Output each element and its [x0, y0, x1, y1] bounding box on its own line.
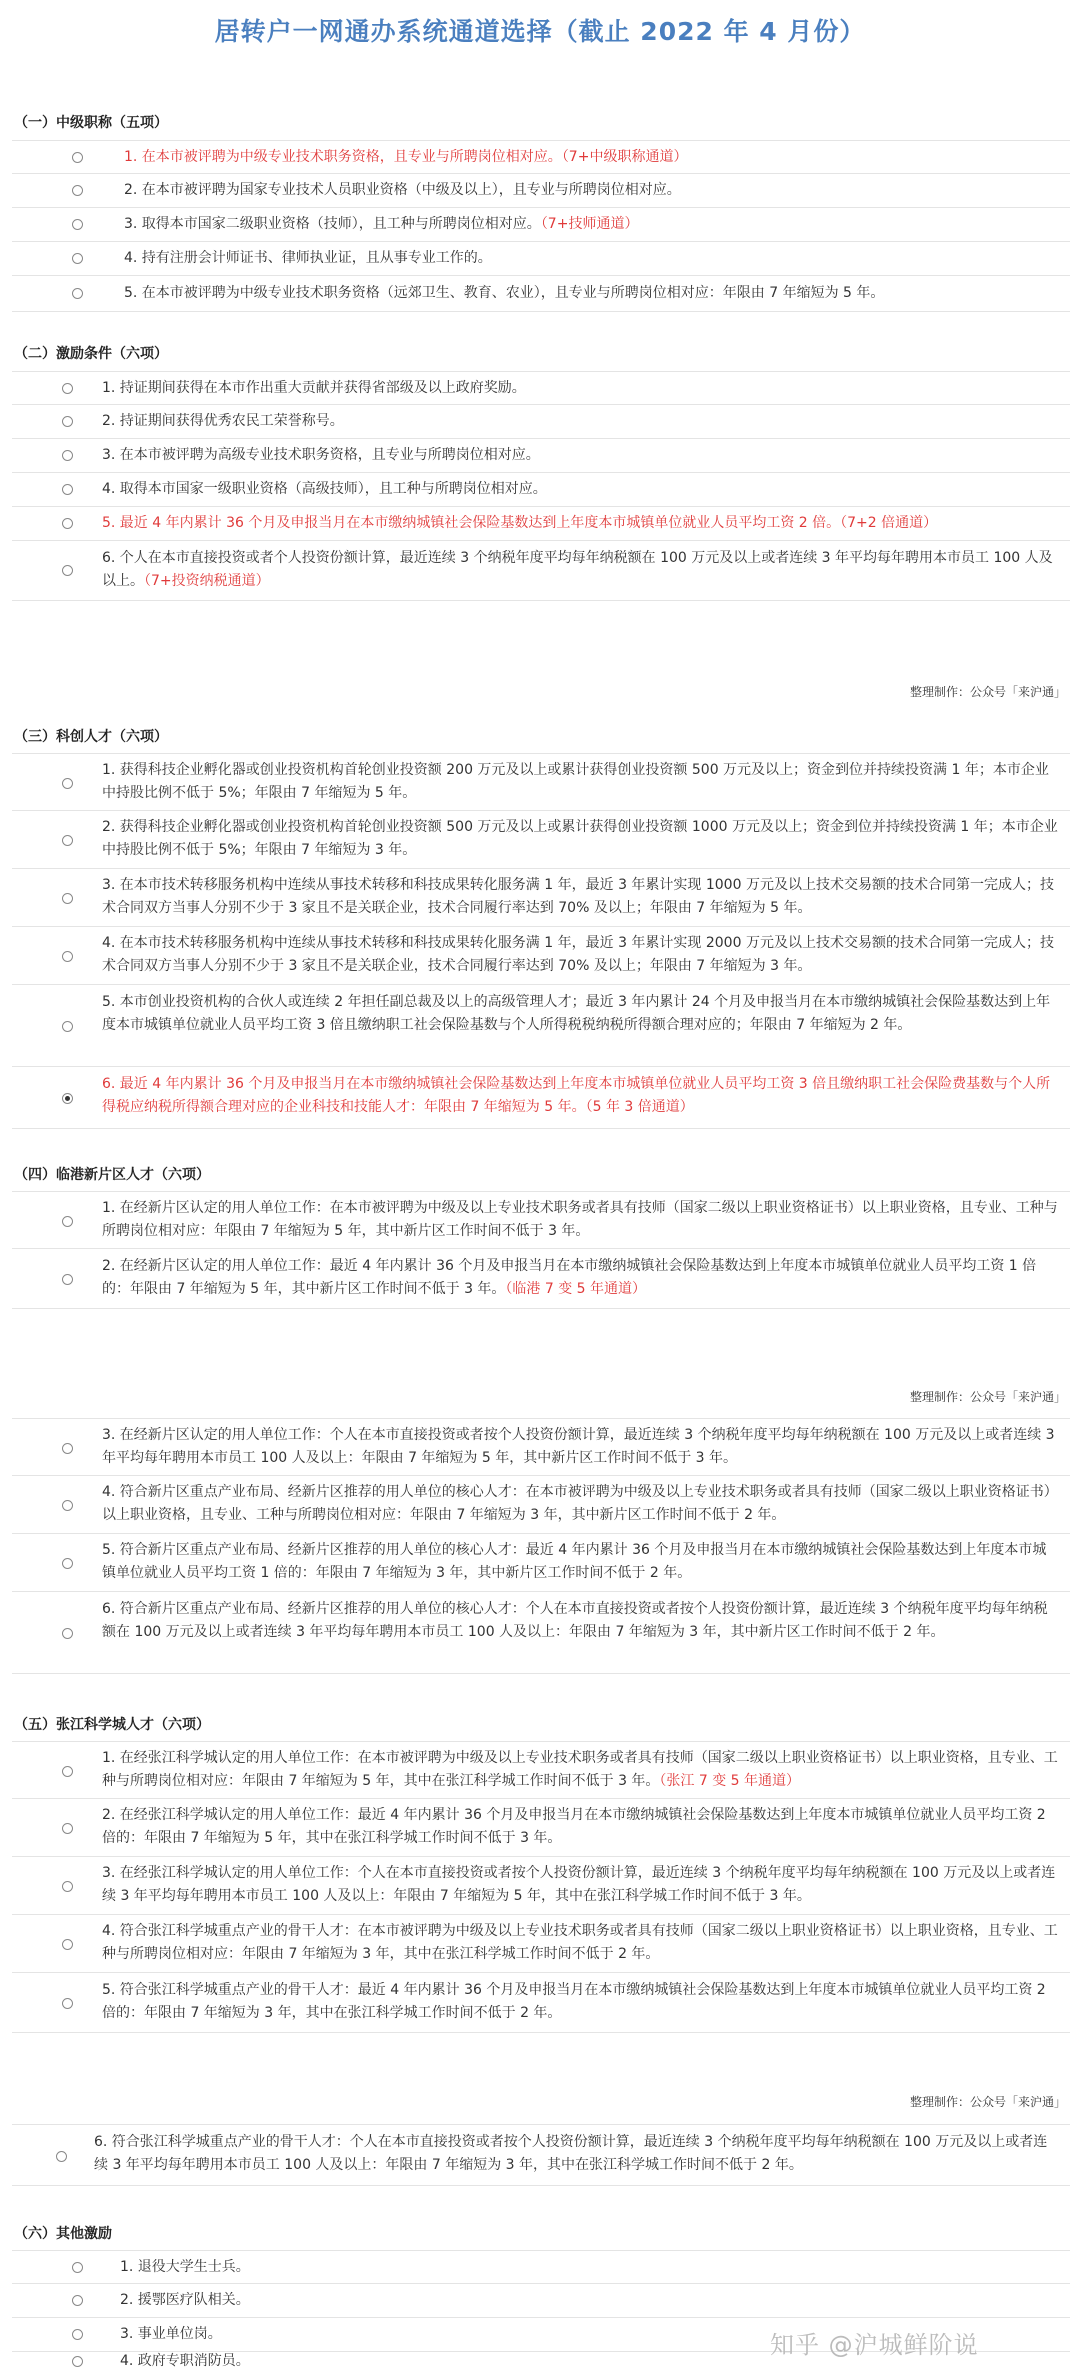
- radio-button[interactable]: [62, 1500, 73, 1511]
- radio-button[interactable]: [62, 1939, 73, 1950]
- list-item[interactable]: [12, 439, 1070, 473]
- section-header-mid-title: （一）中级职称（五项）: [14, 115, 168, 131]
- list-item[interactable]: [12, 1973, 1070, 2033]
- option-text: 3. 在本市技术转移服务机构中连续从事技术转移和科技成果转化服务满 1 年，最近 3 年累计实现 1000 万元及以上技术交易额的技术合同第一完成人；技术合同双方当事人分别不少于 3 家且不是关联企业，技术合同履行率达到 70% 及以上；年限由 7 年缩短为 5 年。: [102, 877, 1054, 916]
- radio-button[interactable]: [62, 383, 73, 394]
- page-title: 居转户一网通办系统通道选择（截止 2022 年 4 月份）: [214, 17, 866, 46]
- radio-button[interactable]: [72, 2329, 83, 2340]
- channel-note: （5 年 3 倍通道）: [585, 1099, 694, 1115]
- option-text: 4. 在本市技术转移服务机构中连续从事技术转移和科技成果转化服务满 1 年，最近 3 年累计实现 2000 万元及以上技术交易额的技术合同第一完成人；技术合同双方当事人分别不少于 3 家且不是关联企业，技术合同履行率达到 70% 及以上；年限由 7 年缩短为 3 年。: [102, 935, 1054, 974]
- option-text: 4. 符合张江科学城重点产业的骨干人才：在本市被评聘为中级及以上专业技术职务或者具有技师（国家二级以上职业资格证书）以上职业资格，且专业、工种与所聘岗位相对应：年限由 7 年缩短为 3 年，其中在张江科学城工作时间不低于 2 年。: [102, 1923, 1058, 1962]
- section-header-zhangjiang: （五）张江科学城人才（六项）: [14, 1717, 210, 1733]
- radio-button[interactable]: [62, 1021, 73, 1032]
- list-item[interactable]: [12, 927, 1070, 985]
- radio-button[interactable]: [62, 484, 73, 495]
- option-text: 3. 事业单位岗。: [120, 2326, 222, 2342]
- radio-button[interactable]: [72, 2262, 83, 2273]
- option-text: 5. 本市创业投资机构的合伙人或连续 2 年担任副总裁及以上的高级管理人才；最近 3 年内累计 24 个月及申报当月在本市缴纳城镇社会保险基数达到上年度本市城镇单位就业人员平均工资 3 倍且缴纳职工社会保险基数与个人所得税税纳税所得额合理对应的；年限由 7 年缩短为 2 年。: [102, 994, 1051, 1033]
- channel-note: （7+投资纳税通道）: [144, 573, 270, 589]
- radio-button[interactable]: [72, 2356, 83, 2367]
- list-item[interactable]: [12, 1857, 1070, 1915]
- radio-button[interactable]: [62, 518, 73, 529]
- radio-button[interactable]: [62, 1881, 73, 1892]
- section-header-tech-talent: （三）科创人才（六项）: [14, 729, 168, 745]
- option-text: 3. 在本市被评聘为高级专业技术职务资格，且专业与所聘岗位相对应。: [102, 447, 540, 463]
- channel-note: （7+中级职称通道）: [561, 149, 688, 165]
- list-item[interactable]: [12, 507, 1070, 541]
- list-item[interactable]: [12, 1592, 1070, 1674]
- list-item[interactable]: [12, 174, 1070, 208]
- option-text: 4. 持有注册会计师证书、律师执业证，且从事专业工作的。: [124, 250, 492, 266]
- option-text: 5. 最近 4 年内累计 36 个月及申报当月在本市缴纳城镇社会保险基数达到上年度本市城镇单位就业人员平均工资 2 倍。: [102, 515, 841, 531]
- list-item[interactable]: [12, 140, 1070, 174]
- option-text: 5. 符合新片区重点产业布局、经新片区推荐的用人单位的核心人才：最近 4 年内累计 36 个月及申报当月在本市缴纳城镇社会保险基数达到上年度本市城镇单位就业人员平均工资 1 倍的：年限由 7 年缩短为 3 年，其中新片区工作时间不低于 2 年。: [102, 1542, 1047, 1581]
- list-item[interactable]: [12, 541, 1070, 601]
- list-item[interactable]: [12, 371, 1070, 405]
- list-item[interactable]: [12, 1418, 1070, 1476]
- option-text: 2. 持证期间获得优秀农民工荣誉称号。: [102, 413, 344, 429]
- radio-button[interactable]: [62, 1216, 73, 1227]
- credit-text: 整理制作：公众号「来沪通」: [909, 685, 1066, 699]
- radio-button[interactable]: [72, 2295, 83, 2306]
- radio-button[interactable]: [72, 288, 83, 299]
- option-text: 4. 符合新片区重点产业布局、经新片区推荐的用人单位的核心人才：在本市被评聘为中级及以上专业技术职务或者具有技师（国家二级以上职业资格证书）以上职业资格，且专业、工种与所聘岗位相对应：年限由 7 年缩短为 3 年，其中新片区工作时间不低于 2 年。: [102, 1484, 1058, 1523]
- radio-button[interactable]: [62, 778, 73, 789]
- option-text: 1. 持证期间获得在本市作出重大贡献并获得省部级及以上政府奖励。: [102, 380, 526, 396]
- option-text: 3. 取得本市国家二级职业资格（技师），且工种与所聘岗位相对应。: [124, 216, 541, 232]
- radio-button[interactable]: [56, 2151, 67, 2162]
- option-text: 1. 在经张江科学城认定的用人单位工作：在本市被评聘为中级及以上专业技术职务或者具有技师（国家二级以上职业资格证书）以上职业资格，且专业、工种与所聘岗位相对应：年限由 7 年缩短为 5 年，其中在张江科学城工作时间不低于 3 年。: [102, 1750, 1058, 1789]
- section-header-lingang: （四）临港新片区人才（六项）: [14, 1167, 210, 1183]
- list-item[interactable]: [12, 242, 1070, 276]
- radio-button[interactable]: [62, 416, 73, 427]
- channel-note: （临港 7 变 5 年通道）: [505, 1281, 647, 1297]
- radio-button[interactable]: [62, 893, 73, 904]
- list-item[interactable]: [12, 985, 1070, 1067]
- option-text: 4. 取得本市国家一级职业资格（高级技师），且工种与所聘岗位相对应。: [102, 481, 547, 497]
- radio-button[interactable]: [72, 185, 83, 196]
- list-item[interactable]: [12, 1799, 1070, 1857]
- list-item[interactable]: [12, 405, 1070, 439]
- option-text: 2. 援鄂医疗队相关。: [120, 2292, 250, 2308]
- radio-button[interactable]: [62, 1443, 73, 1454]
- radio-button[interactable]: [72, 152, 83, 163]
- option-text: 2. 在经新片区认定的用人单位工作：最近 4 年内累计 36 个月及申报当月在本市缴纳城镇社会保险基数达到上年度本市城镇单位就业人员平均工资 1 倍的：年限由 7 年缩短为 5 年，其中新片区工作时间不低于 3 年。: [102, 1258, 1037, 1297]
- option-text: 1. 在本市被评聘为中级专业技术职务资格，且专业与所聘岗位相对应。: [124, 149, 562, 165]
- radio-button[interactable]: [62, 565, 73, 576]
- option-text: 2. 在经张江科学城认定的用人单位工作：最近 4 年内累计 36 个月及申报当月在本市缴纳城镇社会保险基数达到上年度本市城镇单位就业人员平均工资 2 倍的：年限由 7 年缩短为 5 年，其中在张江科学城工作时间不低于 3 年。: [102, 1807, 1046, 1846]
- list-item[interactable]: [12, 2250, 1070, 2284]
- list-item[interactable]: [12, 276, 1070, 312]
- radio-button[interactable]: [62, 1628, 73, 1639]
- list-item[interactable]: [12, 1249, 1070, 1309]
- radio-button[interactable]: [62, 951, 73, 962]
- list-item[interactable]: [12, 811, 1070, 869]
- radio-button[interactable]: [72, 219, 83, 230]
- radio-button[interactable]: [62, 1766, 73, 1777]
- list-item[interactable]: [12, 2124, 1070, 2186]
- option-text: 3. 在经新片区认定的用人单位工作：个人在本市直接投资或者按个人投资份额计算，最近连续 3 个纳税年度平均每年纳税额在 100 万元及以上或者连续 3 年平均每年聘用本市员工 100 人及以上：年限由 7 年缩短为 5 年，其中新片区工作时间不低于 3 年。: [102, 1427, 1055, 1466]
- option-text: 1. 在经新片区认定的用人单位工作：在本市被评聘为中级及以上专业技术职务或者具有技师（国家二级以上职业资格证书）以上职业资格，且专业、工种与所聘岗位相对应：年限由 7 年缩短为 5 年，其中新片区工作时间不低于 3 年。: [102, 1200, 1058, 1239]
- list-item[interactable]: [12, 1741, 1070, 1799]
- radio-button[interactable]: [62, 1823, 73, 1834]
- credit-text: 整理制作：公众号「来沪通」: [909, 2095, 1066, 2109]
- option-text: 1. 退役大学生士兵。: [120, 2259, 250, 2275]
- channel-note: （张江 7 变 5 年通道）: [659, 1773, 801, 1789]
- list-item[interactable]: [12, 753, 1070, 811]
- radio-button[interactable]: [62, 1274, 73, 1285]
- watermark: 知乎 @沪城鲜阶说: [770, 2331, 979, 2359]
- list-item[interactable]: [12, 869, 1070, 927]
- option-text: 5. 在本市被评聘为中级专业技术职务资格（远郊卫生、教育、农业），且专业与所聘岗位相对应：年限由 7 年缩短为 5 年。: [124, 285, 885, 301]
- list-item[interactable]: [12, 1534, 1070, 1592]
- channel-note: （7+技师通道）: [540, 216, 639, 232]
- option-text: 5. 符合张江科学城重点产业的骨干人才：最近 4 年内累计 36 个月及申报当月在本市缴纳城镇社会保险基数达到上年度本市城镇单位就业人员平均工资 2 倍的：年限由 7 年缩短为 3 年，其中在张江科学城工作时间不低于 2 年。: [102, 1982, 1046, 2021]
- radio-button-selected[interactable]: [62, 1093, 73, 1104]
- option-text: 6. 符合张江科学城重点产业的骨干人才：个人在本市直接投资或者按个人投资份额计算，最近连续 3 个纳税年度平均每年纳税额在 100 万元及以上或者连续 3 年平均每年聘用本市员工 100 人及以上：年限由 7 年缩短为 3 年，其中在张江科学城工作时间不低于 2 年。: [94, 2134, 1048, 2173]
- list-item[interactable]: [12, 1191, 1070, 1249]
- list-item[interactable]: [12, 1067, 1070, 1129]
- channel-note: （7+2 倍通道）: [840, 515, 938, 531]
- list-item[interactable]: [12, 1476, 1070, 1534]
- option-text: 4. 政府专职消防员。: [120, 2353, 250, 2369]
- list-item[interactable]: [12, 473, 1070, 507]
- radio-button[interactable]: [62, 1558, 73, 1569]
- list-item[interactable]: [12, 208, 1070, 242]
- credit-text: 整理制作：公众号「来沪通」: [909, 1390, 1066, 1404]
- option-text: 3. 在经张江科学城认定的用人单位工作：个人在本市直接投资或者按个人投资份额计算，最近连续 3 个纳税年度平均每年纳税额在 100 万元及以上或者连续 3 年平均每年聘用本市员工 100 人及以上：年限由 7 年缩短为 5 年，其中在张江科学城工作时间不低于 3 年。: [102, 1865, 1056, 1904]
- option-text: 6. 最近 4 年内累计 36 个月及申报当月在本市缴纳城镇社会保险基数达到上年度本市城镇单位就业人员平均工资 3 倍且缴纳职工社会保险费基数与个人所得税应纳税所得额合理对应的企业科技和技能人才：年限由 7 年缩短为 5 年。: [102, 1076, 1051, 1115]
- radio-button[interactable]: [62, 450, 73, 461]
- option-text: 1. 获得科技企业孵化器或创业投资机构首轮创业投资额 200 万元及以上或累计获得创业投资额 500 万元及以上；资金到位并持续投资满 1 年；本市企业中持股比例不低于 5%；年限由 7 年缩短为 5 年。: [102, 762, 1049, 801]
- option-text: 2. 获得科技企业孵化器或创业投资机构首轮创业投资额 500 万元及以上或累计获得创业投资额 1000 万元及以上；资金到位并持续投资满 1 年；本市企业中持股比例不低于 5%；年限由 7 年缩短为 3 年。: [102, 819, 1058, 858]
- list-item[interactable]: [12, 2284, 1070, 2318]
- radio-button[interactable]: [72, 253, 83, 264]
- section-header-incentive: （二）激励条件（六项）: [14, 346, 168, 362]
- radio-button[interactable]: [62, 1998, 73, 2009]
- list-item[interactable]: [12, 1915, 1070, 1973]
- option-text: 2. 在本市被评聘为国家专业技术人员职业资格（中级及以上），且专业与所聘岗位相对应。: [124, 182, 681, 198]
- radio-button[interactable]: [62, 835, 73, 846]
- option-text: 6. 符合新片区重点产业布局、经新片区推荐的用人单位的核心人才：个人在本市直接投资或者按个人投资份额计算，最近连续 3 个纳税年度平均每年纳税额在 100 万元及以上或者连续 3 年平均每年聘用本市员工 100 人及以上：年限由 7 年缩短为 3 年，其中新片区工作时间不低于 2 年。: [102, 1601, 1048, 1640]
- section-header-other: （六）其他激励: [14, 2226, 112, 2242]
- option-text: 6. 个人在本市直接投资或者个人投资份额计算，最近连续 3 个纳税年度平均每年纳税额在 100 万元及以上或者连续 3 年平均每年聘用本市员工 100 人及以上。: [102, 550, 1053, 589]
